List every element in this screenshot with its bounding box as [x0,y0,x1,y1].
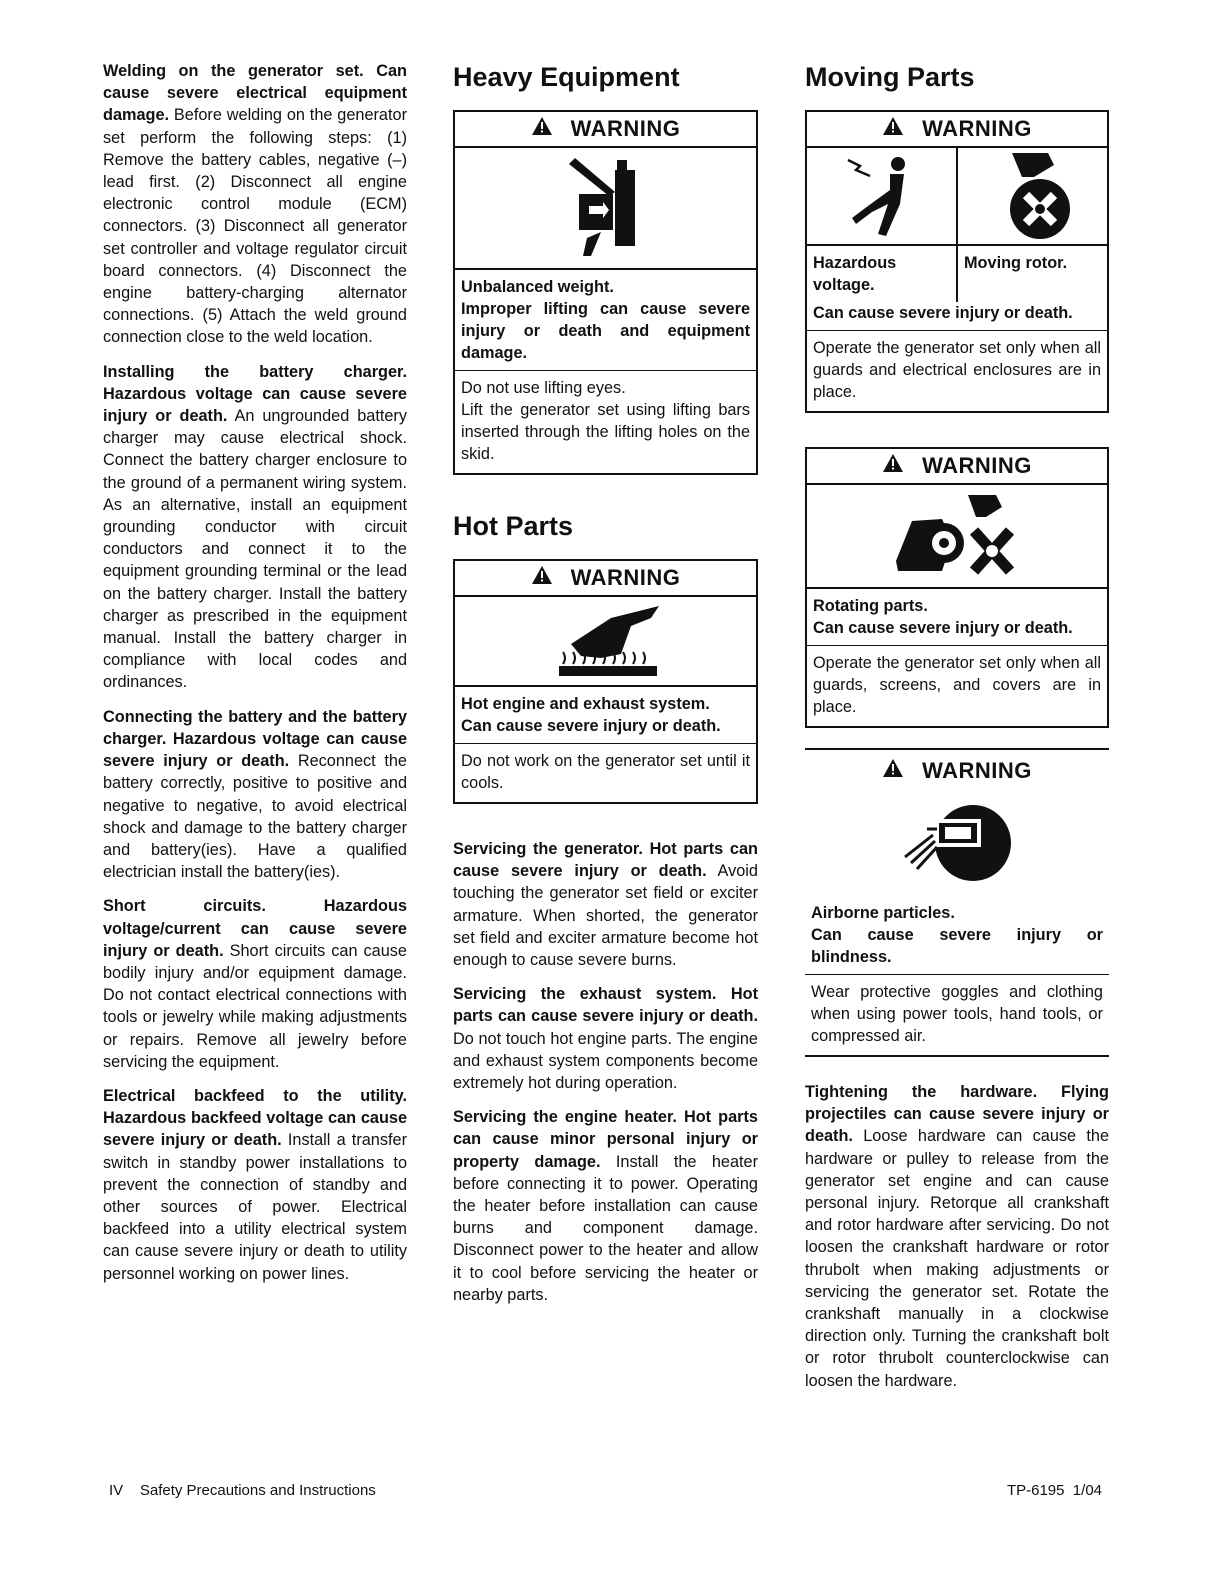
warning-box-hot [453,559,758,804]
hazard-instructions: Operate the generator set only when all guards, screens, and covers are in place. [813,654,1101,716]
paragraph-short-circuits: Short circuits. Hazardous voltage/current can cause severe injury or death. Short circuits can cause bodily injury and/or equipment damage. Do not contact electrical connections with tools or jewelry while making adjustments or repairs. Remove all jewelry before servicing the equipment. [103,897,407,1071]
hazard-title: Hot engine and exhaust system. [461,695,710,713]
hazard-subtitle: Improper lifting can cause severe injury or death and equipment damage. [455,298,756,371]
column-3 [805,60,1109,1404]
hazard-title: Unbalanced weight. [461,278,614,296]
warning-triangle-icon [882,453,904,479]
footer-document-id: TP-6195 1/04 [1006,1482,1102,1499]
paragraph-installing-charger: Installing the battery charger. Hazardous voltage can cause severe injury or death. An ungrounded battery charger may cause electrical shock. Connect the battery charger enclosure to the ground of a permanent wiring system. As an alternative, install an equipment grounding conductor with circuit conductors and connect it to the equipment grounding terminal or the lead on the battery charger. Install the battery charger as prescribed in the equipment manual. Install the battery charger in compliance with local codes and ordinances. [103,362,407,692]
moving-rotor-icon [958,148,1107,244]
falling-weight-icon [455,148,756,270]
hot-surface-hand-icon [455,597,756,687]
warning-header: WARNING [807,112,1107,148]
paragraph-servicing-heater: Servicing the engine heater. Hot parts can cause minor personal injury or property damage. Install the heater before connecting it to power. Operating the heater before installation can cause burns and component damage. Disconnect power to the heater and allow it to cool before servicing the heater or nearby parts. [453,1108,759,1304]
hazard-title: Rotating parts. [813,597,928,615]
warning-triangle-icon [882,758,904,784]
hazard-instructions: Do not work on the generator set until it cools. [461,752,750,792]
hazard-instructions: Operate the generator set only when all guards and electrical enclosures are in place. [813,339,1101,401]
paragraph-welding: Welding on the generator set. Can cause severe electrical equipment damage. Before welding on the generator set perform the following steps: (1) Remove the battery cables, negative (–) lead first. (2) Disconnect all engine electronic control module (ECM) connectors. (3) Disconnect all generator set controller and voltage regulator circuit board connectors. (4) Disconnect the engine battery-charging alternator connections. (5) Attach the weld ground connection close to the weld location. [103,62,407,347]
warning-header: WARNING [455,112,756,148]
heading-moving-parts: Moving Parts [805,62,975,92]
warning-box-rotating [805,447,1109,728]
hazard-title-voltage: Hazardous voltage. [807,246,958,302]
hazard-subtitle: Can cause severe injury or blindness. [805,924,1109,975]
hazard-subtitle: Can cause severe injury or death. [807,617,1107,646]
column-1 [103,60,407,1297]
paragraph-tightening-hardware: Tightening the hardware. Flying projectiles can cause severe injury or death. Loose hardware can cause the hardware or pulley to release from the generator set engine and can cause personal injury. Retorque all crankshaft and rotor hardware after servicing. Do not loosen the crankshaft hardware or rotor thrubolt when making adjustments or servicing the generator set. Rotate the crankshaft manually in a clockwise direction only. Turning the crankshaft bolt or rotor thrubolt counterclockwise can loosen the hardware. [805,1083,1109,1390]
hazard-instructions: Wear protective goggles and clothing when using power tools, hand tools, or compressed air. [811,983,1103,1045]
electric-shock-icon [807,148,958,244]
warning-header: WARNING [805,750,1109,792]
footer-page-label: IV Safety Precautions and Instructions [109,1482,376,1499]
hazard-title-rotor: Moving rotor. [964,254,1068,272]
paragraph-connecting-battery: Connecting the battery and the battery charger. Hazardous voltage can cause severe injury or death. Reconnect the battery correctly, positive to positive and negative to negative, to avoid electrical shock and damage to the battery charger and battery(ies). Have a qualified electrician install the battery(ies). [103,707,407,882]
warning-triangle-icon [531,565,553,591]
paragraph-servicing-exhaust: Servicing the exhaust system. Hot parts can cause severe injury or death. Do not touch hot engine parts. The engine and exhaust system components become extremely hot during operation. [453,985,758,1093]
goggles-face-icon [805,792,1109,896]
hazard-instructions: Do not use lifting eyes. Lift the generator set using lifting bars inserted through the lifting holes on the skid. [461,379,750,463]
warning-box-airborne [805,748,1109,1057]
paragraph-backfeed: Electrical backfeed to the utility. Hazardous backfeed voltage can cause severe injury or death. Install a transfer switch in standby power installations to prevent the connection of standby and other sources of power. Electrical backfeed into a utility electrical system can cause severe injury or death to utility personnel working on power lines. [103,1086,407,1283]
warning-triangle-icon [882,116,904,142]
hazard-subtitle: Can cause severe injury or death. [455,715,756,744]
hazard-subtitle: Can cause severe injury or death. [807,302,1107,331]
warning-header: WARNING [807,449,1107,485]
warning-triangle-icon [531,116,553,142]
warning-box-heavy [453,110,758,475]
hazard-title: Airborne particles. [811,904,955,922]
paragraph-servicing-generator: Servicing the generator. Hot parts can cause severe injury or death. Avoid touching the generator set field or exciter armature. When shorted, the generator set field and exciter armature become hot enough to cause severe burns. [453,840,758,970]
warning-header: WARNING [455,561,756,597]
heading-hot-parts: Hot Parts [453,511,574,541]
warning-box-voltage-rotor [805,110,1109,413]
heading-heavy-equipment: Heavy Equipment [453,62,680,92]
column-2 [453,60,758,1318]
rotating-parts-icon [807,485,1107,589]
